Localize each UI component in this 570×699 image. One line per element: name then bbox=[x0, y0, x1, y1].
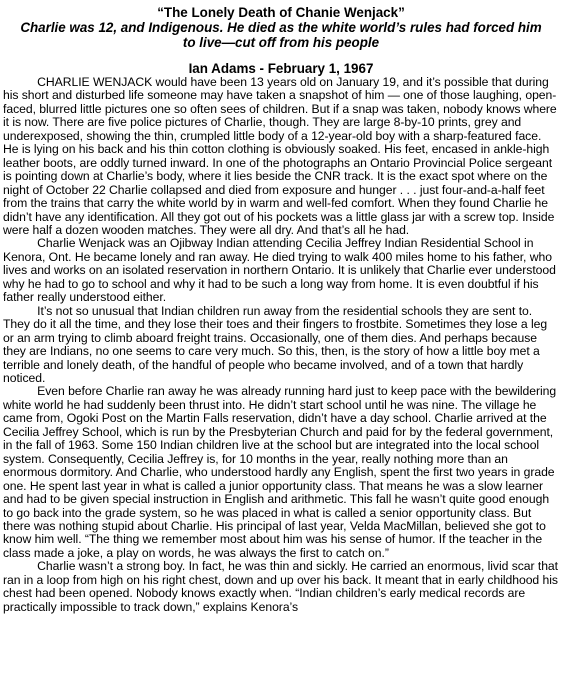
article-paragraph-1: CHARLIE WENJACK would have been 13 years old on January 19, and it’s possible that during his short and disturbed life someone may have taken a snapshot of him — one of those laughing, open-faced, blurred little pictures one so often sees of children. But if a snap was taken, nobody knows where it is now. There are five police pictures of Charlie, though. They are large 8-by-10 prints, grey and underexposed, showing the thin, crumpled little body of a 12-year-old boy with a sharp-featured face. He is lying on his back and his thin cotton clothing is obviously soaked. His feet, encased in ankle-high leather boots, are oddly turned inward. In one of the photographs an Ontario Provincial Police sergeant is pointing down at Charlie’s body, where it lies beside the CNR track. It is the exact spot where on the night of October 22 Charlie collapsed and died from exposure and hunger . . . just four-and-a-half feet from the trains that carry the white world by in warm and well-fed comfort. When they found Charlie he didn’t have any identification. All they got out of his pockets was a little glass jar with a screw top. Inside were half a dozen wooden matches. They were all dry. And that’s all he had. bbox=[3, 75, 557, 237]
article-byline: Ian Adams - February 1, 1967 bbox=[188, 61, 374, 76]
article-subtitle bbox=[3, 20, 559, 50]
article-paragraph-4: Even before Charlie ran away he was already running hard just to keep pace with the bewildering white world he had suddenly been thrust into. He didn’t start school until he was nine. The village he came from, Ogoki Post on the Martin Falls reservation, didn’t have a day school. Charlie arrived at the Cecilia Jeffrey School, which is run by the Presbyterian Church and paid for by the federal government, in the fall of 1963. Some 150 Indian children live at the school but are integrated into the local school system. Consequently, Cecilia Jeffrey is, for 10 months in the year, really nothing more than an enormous dormitory. And Charlie, who understood hardly any English, spent the first two years in grade one. He spent last year in what is called a junior opportunity class. That means he was a slow learner and had to be given special instruction in English and arithmetic. This fall he wasn’t quite good enough to go back into the grade system, so he was placed in what is called a senior opportunity class. But there was nothing stupid about Charlie. His principal of last year, Velda MacMillan, believed she got to know him well. “The thing we remember most about him was his sense of humor. If the teacher in the class made a joke, a play on words, he was always the first to catch on.” bbox=[3, 384, 557, 560]
article-subtitle-line-1: Charlie was 12, and Indigenous. He died as the white world’s rules had forced him bbox=[20, 20, 542, 35]
article-subtitle-line-2: to live—cut off from his people bbox=[182, 35, 380, 50]
article-title: “The Lonely Death of Chanie Wenjack” bbox=[157, 5, 405, 20]
article-body bbox=[3, 76, 559, 614]
document-page bbox=[3, 5, 559, 614]
article-paragraph-2: Charlie Wenjack was an Ojibway Indian attending Cecilia Jeffrey Indian Residential School in Kenora, Ont. He became lonely and ran away. He died trying to walk 400 miles home to his father, who lives and works on an isolated reservation in northern Ontario. It is unlikely that Charlie ever understood why he had to go to school and why it had to be such a long way from home. It is even doubtful if his father really understood either. bbox=[3, 236, 556, 305]
article-paragraph-5: Charlie wasn’t a strong boy. In fact, he was thin and sickly. He carried an enormous, livid scar that ran in a loop from high on his right chest, down and up over his back. It meant that in early childhood his chest had been opened. Nobody knows exactly when. “Indian children’s early medical records are practically impossible to track down,” explains Kenora’s bbox=[3, 559, 558, 614]
article-paragraph-3: It’s not so unusual that Indian children run away from the residential schools they are sent to. They do it all the time, and they lose their toes and their fingers to frostbite. Sometimes they lose a leg or an arm trying to climb aboard freight trains. Occasionally, one of them dies. And perhaps because they are Indians, no one seems to care very much. So this, then, is the story of how a little boy met a terrible and lonely death, of the handful of people who became involved, and of a town that hardly noticed. bbox=[3, 303, 548, 385]
